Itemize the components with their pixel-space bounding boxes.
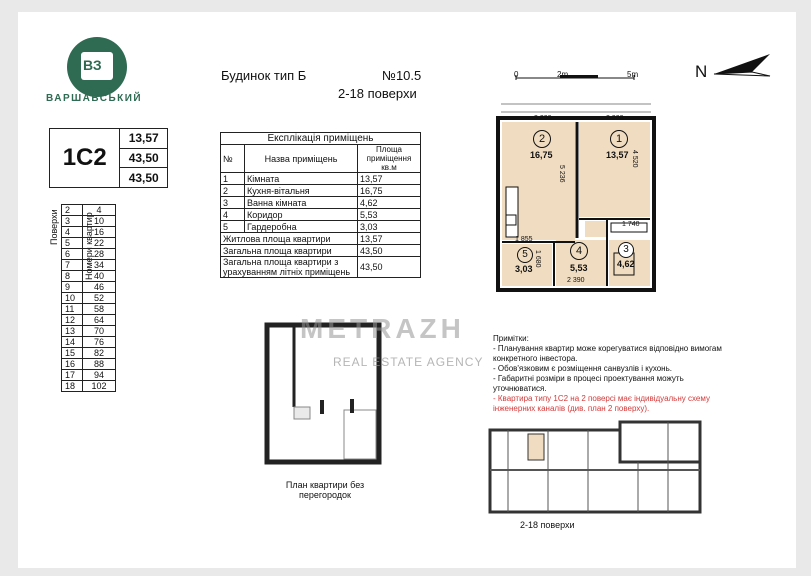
apartment-number: 58: [83, 304, 116, 315]
explication-row: [221, 185, 421, 197]
room-area: 3,03: [515, 264, 533, 274]
room-name: Коридор: [245, 209, 358, 221]
notes-red-item: - Квартира типу 1С2 на 2 поверсі має індивідуальну схему інженерних каналів (див. план 2 поверху).: [493, 394, 710, 413]
apartment-value: 43,50: [120, 149, 167, 169]
living-area-value: 13,57: [358, 233, 421, 245]
scale-zero: 0: [514, 70, 519, 79]
logo-name: ВАРШАВСЬКИЙ: [46, 93, 143, 104]
plan-dimension: 1 680: [534, 250, 541, 268]
floor-number: 6: [62, 249, 83, 260]
floor-number: 8: [62, 271, 83, 282]
floor-row: [62, 282, 116, 293]
explication-row: [221, 209, 421, 221]
col-name: Назва приміщень: [245, 145, 358, 173]
floor-row: [62, 370, 116, 381]
room-area: 4,62: [617, 259, 635, 269]
plan-dimension: 2 900: [606, 115, 624, 122]
floor-number: 11: [62, 304, 83, 315]
apartment-number: 70: [83, 326, 116, 337]
apartment-number: 82: [83, 348, 116, 359]
apartment-value: 43,50: [128, 170, 159, 185]
apartment-number: 102: [83, 381, 116, 392]
notes-item: - Планування квартир може корегуватися відповідно вимогам конкретного інвестора.: [493, 344, 722, 363]
floor-number: 12: [62, 315, 83, 326]
floor-row: [62, 216, 116, 227]
room-number: 1: [610, 130, 628, 148]
floor-number: 7: [62, 260, 83, 271]
floor-row: [62, 238, 116, 249]
floors-label: Поверхи: [49, 209, 59, 245]
apartment-value: 13,57: [120, 129, 167, 149]
col-area: Площа приміщення кв.м: [358, 145, 421, 173]
room-number: 3: [618, 242, 634, 258]
watermark-sub: REAL ESTATE AGENCY: [333, 355, 484, 369]
apartment-number: 28: [83, 249, 116, 260]
floor-row: [62, 348, 116, 359]
floor-row: [62, 205, 116, 216]
floor-number: 2: [62, 205, 83, 216]
apartment-number: 46: [83, 282, 116, 293]
plan-dimension: 4 520: [631, 150, 638, 168]
apartment-number: 4: [83, 205, 116, 216]
apartment-number: 10: [83, 216, 116, 227]
building-type: Будинок тип Б: [221, 68, 307, 83]
explication-title: Експлікація приміщень: [221, 133, 421, 145]
floor-number: 9: [62, 282, 83, 293]
living-area-label: Житлова площа квартири: [221, 233, 358, 245]
room-number: 2: [533, 130, 551, 148]
apartment-number: 40: [83, 271, 116, 282]
floor-row: [62, 249, 116, 260]
room-number: 5: [517, 247, 533, 263]
room-name: Ванна кімната: [245, 197, 358, 209]
floor-number: 16: [62, 359, 83, 370]
room-no: 3: [221, 197, 245, 209]
plan-dimension: 3 200: [534, 115, 552, 122]
floor-number: 4: [62, 227, 83, 238]
room-area: 3,03: [358, 221, 421, 233]
floors-table: [61, 204, 116, 392]
apartment-code: 1С2: [62, 144, 107, 171]
north-label: N: [695, 62, 708, 81]
room-name: Кімната: [245, 173, 358, 185]
scale-two: 2m: [557, 70, 569, 79]
total-area-value: 43,50: [358, 245, 421, 257]
plan-dimension: 5 236: [558, 165, 565, 183]
apartment-code-box: [49, 128, 168, 188]
logo-initials: ВЗ: [83, 57, 102, 73]
floor-row: [62, 359, 116, 370]
apartment-number: 22: [83, 238, 116, 249]
watermark-main: METRAZH: [300, 313, 465, 344]
room-area: 16,75: [530, 150, 553, 160]
room-number: 4: [570, 242, 588, 260]
room-area: 13,57: [358, 173, 421, 185]
floor-row: [62, 260, 116, 271]
notes-item: - Габаритні розміри в процесі проектування можуть уточнюватися.: [493, 374, 684, 393]
apartment-numbers-label: Номери квартир: [84, 212, 94, 280]
floor-number: 17: [62, 370, 83, 381]
plan-dimension: 1 740: [622, 221, 640, 228]
floor-row: [62, 271, 116, 282]
floor-number: 3: [62, 216, 83, 227]
room-no: 2: [221, 185, 245, 197]
notes: [493, 334, 723, 414]
apartment-number: 34: [83, 260, 116, 271]
explication-table: [220, 132, 421, 278]
floor-plan: [488, 420, 708, 516]
floor-row: [62, 326, 116, 337]
room-name: Кухня-вітальня: [245, 185, 358, 197]
floor-number: 13: [62, 326, 83, 337]
floor-row: [62, 337, 116, 348]
apartment-number: 16: [83, 227, 116, 238]
floor-row: [62, 304, 116, 315]
total-area-label: Загальна площа квартири: [221, 245, 358, 257]
apartment-number: 94: [83, 370, 116, 381]
apartment-number: 64: [83, 315, 116, 326]
floor-number: 5: [62, 238, 83, 249]
room-no: 4: [221, 209, 245, 221]
floor-row: [62, 293, 116, 304]
floor-number: 10: [62, 293, 83, 304]
floor-plan-caption: 2-18 поверхи: [520, 520, 575, 530]
floor-row: [62, 315, 116, 326]
apartment-number: 52: [83, 293, 116, 304]
col-no: №: [221, 145, 245, 173]
room-area: 13,57: [606, 150, 629, 160]
apartment-number: 76: [83, 337, 116, 348]
explication-row: [221, 197, 421, 209]
north-arrow-icon: [712, 52, 774, 78]
room-area: 5,53: [358, 209, 421, 221]
room-no: 1: [221, 173, 245, 185]
explication-row: [221, 173, 421, 185]
apartment-number: 88: [83, 359, 116, 370]
notes-title: Примітки:: [493, 334, 529, 343]
plan-dimension: 1 855: [515, 236, 533, 243]
room-area: 4,62: [358, 197, 421, 209]
room-name: Гардеробна: [245, 221, 358, 233]
floor-number: 18: [62, 381, 83, 392]
explication-row: [221, 221, 421, 233]
notes-item: - Обов'язковим є розміщення санвузлів і кухонь.: [493, 364, 672, 373]
building-number: №10.5: [382, 68, 422, 83]
floor-number: 15: [62, 348, 83, 359]
room-area: 16,75: [358, 185, 421, 197]
floor-row: [62, 381, 116, 392]
floors-range: 2-18 поверхи: [338, 86, 417, 101]
logo-emblem: [67, 37, 127, 97]
floor-row: [62, 227, 116, 238]
total-summer-area-label: Загальна площа квартири з урахуванням літніх приміщень: [221, 257, 358, 278]
total-summer-area-value: 43,50: [358, 257, 421, 278]
scale-five: 5m: [627, 70, 639, 79]
room-no: 5: [221, 221, 245, 233]
floor-number: 14: [62, 337, 83, 348]
unfurnished-caption: План квартири без перегородок: [285, 480, 365, 500]
plan-dimension: 2 390: [567, 277, 585, 284]
room-area: 5,53: [570, 263, 588, 273]
